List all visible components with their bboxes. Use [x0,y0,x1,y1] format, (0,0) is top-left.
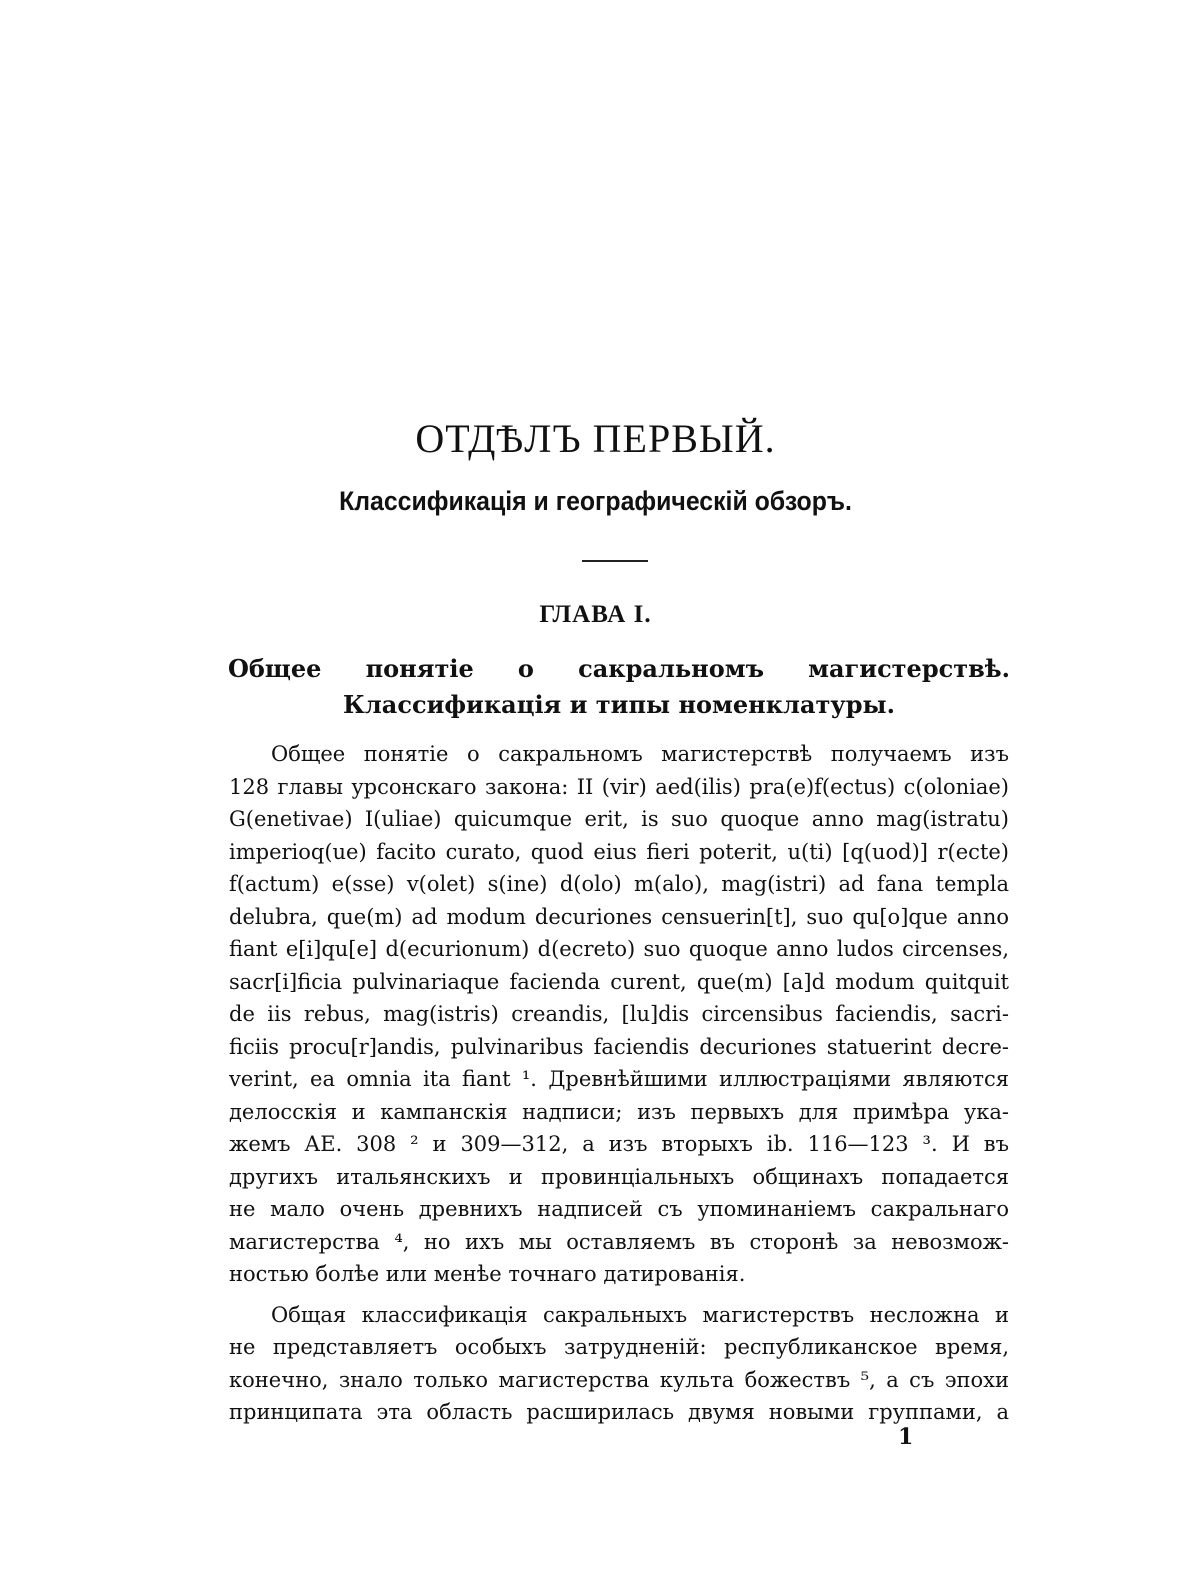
section-divider [582,560,648,562]
text-line: конечно, знало только магистерства культа божествъ ⁵, а съ эпохи [229,1367,1009,1392]
part-subtitle: Классификація и географическій обзоръ. [339,486,852,516]
text-line: G(enetivae) I(uliae) quicumque erit, is suo quoque anno mag(istratu) [229,807,1009,831]
text-line: делосскія и кампанскія надписи; изъ первыхъ для примѣра ука- [229,1099,1009,1124]
text-line: Общее понятіе о сакральномъ магистерствѣ получаемъ изъ [271,742,1009,766]
text-line: de iis rebus, mag(istris) creandis, [lu]dis circensibus faciendis, sacri- [229,1002,1009,1026]
text-line: 128 главы урсонскаго закона: II (vir) aed(ilis) pra(e)f(ectus) c(oloniae) [229,774,1009,799]
text-line: магистерства ⁴, но ихъ мы оставляемъ въ сторонѣ за невозмож- [229,1229,1009,1254]
text-line: не мало очень древнихъ надписей съ упоминаніемъ сакральнаго [229,1197,1009,1221]
part-title: ОТДѢЛЪ ПЕРВЫЙ. [415,416,776,461]
text-line: delubra, que(m) ad modum decuriones censuerin[t], suo qu[o]que anno [229,904,1009,929]
text-line: fiant e[i]qu[e] d(ecurionum) d(ecreto) suo quoque anno ludos circenses, [229,937,1009,961]
paragraph-gap [229,1291,1009,1299]
text-line: другихъ итальянскихъ и провинціальныхъ общинахъ попадается [229,1164,1009,1189]
chapter-label: ГЛАВА I. [539,601,652,628]
text-line: f(actum) e(sse) v(olet) s(ine) d(olo) m(alo), mag(istri) ad fana templa [229,872,1009,896]
page-number: 1 [898,1424,914,1450]
text-line: verint, ea omnia ita fiant ¹. Древнѣйшими иллюстраціями являются [229,1067,1009,1091]
chapter-title: Общее понятіе о сакральномъ магистерствѣ. Классификація и типы номенклатуры. [228,654,1010,719]
text-line: sacr[i]ficia pulvinariaque facienda curent, que(m) [a]d modum quitquit [229,969,1009,994]
text-line: принципата эта область расширилась двумя новыми группами, а [229,1400,1009,1424]
text-line: Общая классификація сакральныхъ магистерствъ несложна и [271,1302,1009,1327]
text-line: жемъ АЕ. 308 ² и 309—312, а изъ вторыхъ ib. 116—123 ³. И въ [229,1132,1009,1156]
body-text [229,738,1009,1429]
text-line: imperioq(ue) facito curato, quod eius fieri poterit, u(ti) [q(uod)] r(ecte) [229,839,1009,864]
text-line: ностью болѣе или менѣе точнаго датированія. [229,1262,746,1286]
text-line: ficiis procu[r]andis, pulvinaribus faciendis decuriones statuerint decre- [229,1034,1009,1059]
text-line: не представляетъ особыхъ затрудненій: республиканское время, [229,1335,1009,1359]
